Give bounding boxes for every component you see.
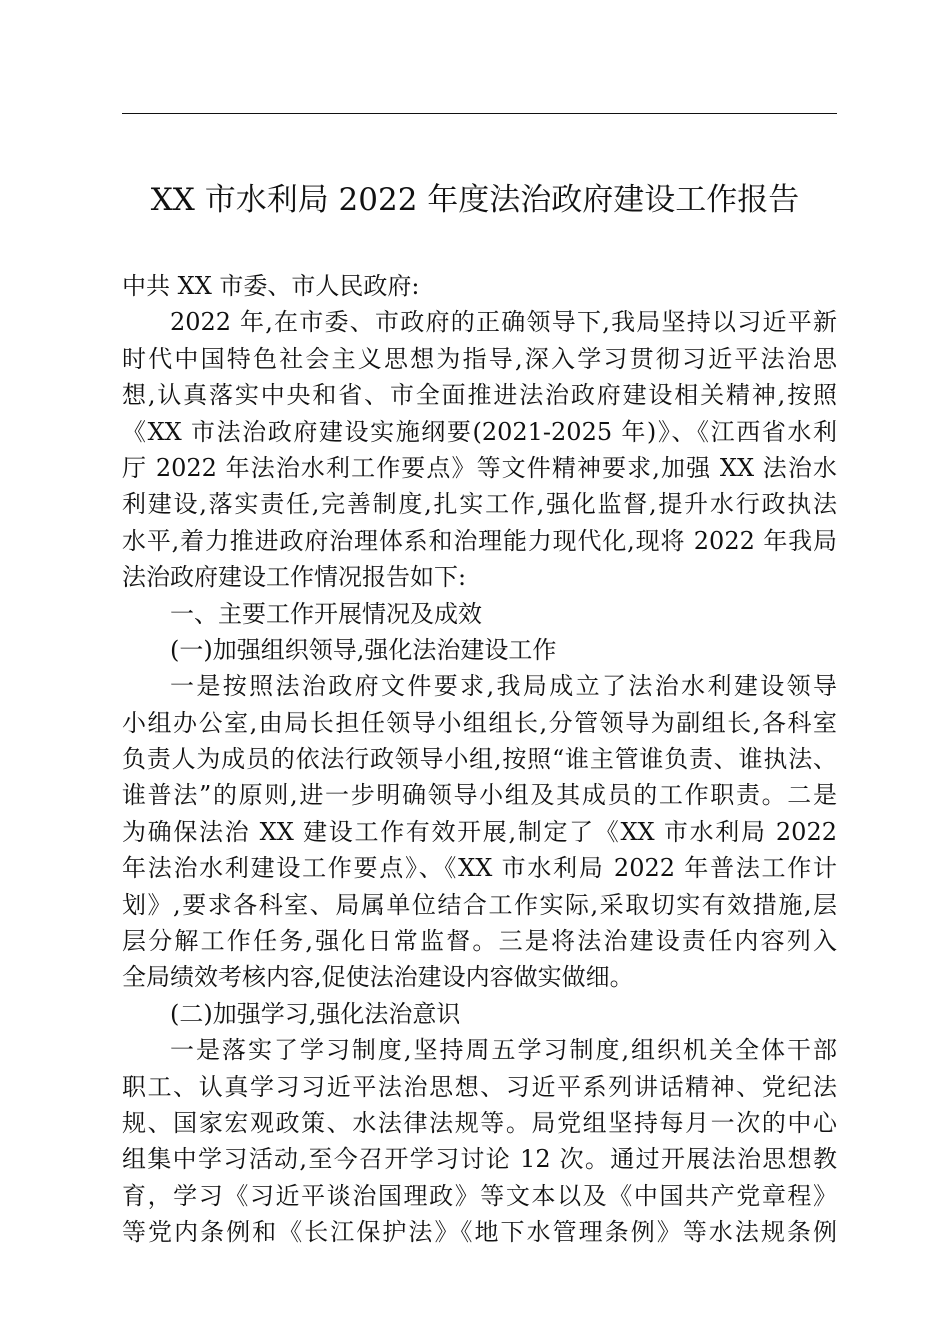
paragraph-line: 一是落实了学习制度,坚持周五学习制度,组织机关全体干部 <box>170 1036 837 1065</box>
paragraph-line: 想,认真落实中央和省、市全面推进法治政府建设相关精神,按照 <box>122 381 837 410</box>
paragraph-line: 利建设,落实责任,完善制度,扎实工作,强化监督,提升水行政执法 <box>122 490 837 519</box>
paragraph-line: 2022 年,在市委、市政府的正确领导下,我局坚持以习近平新 <box>170 308 837 337</box>
paragraph-line: 《XX 市法治政府建设实施纲要(2021-2025 年)》、《江西省水利 <box>122 417 837 446</box>
paragraph-line: 组集中学习活动,至今召开学习讨论 12 次。通过开展法治思想教 <box>122 1145 837 1174</box>
paragraph-line: 厅 2022 年法治水利工作要点》等文件精神要求,加强 XX 法治水 <box>122 453 837 482</box>
paragraph-line: 负责人为成员的依法行政领导小组,按照“谁主管谁负责、谁执法、 <box>122 745 837 774</box>
subsection-heading: (二)加强学习,强化法治意识 <box>170 999 461 1028</box>
paragraph-line: 小组办公室,由局长担任领导小组组长,分管领导为副组长,各科室 <box>122 708 837 737</box>
section-heading: 一、主要工作开展情况及成效 <box>170 599 482 628</box>
document-title: XX 市水利局 2022 年度法治政府建设工作报告 <box>150 182 800 218</box>
paragraph-line: 职工、认真学习习近平法治思想、习近平系列讲话精神、党纪法 <box>122 1072 837 1101</box>
paragraph-line: 层分解工作任务,强化日常监督。三是将法治建设责任内容列入 <box>122 927 837 956</box>
paragraph-line: 法治政府建设工作情况报告如下: <box>122 563 467 592</box>
subsection-heading: (一)加强组织领导,强化法治建设工作 <box>170 635 557 664</box>
paragraph-line: 为确保法治 XX 建设工作有效开展,制定了《XX 市水利局 2022 <box>122 817 837 846</box>
salutation: 中共 XX 市委、市人民政府: <box>122 272 420 300</box>
paragraph-line: 水平,着力推进政府治理体系和治理能力现代化,现将 2022 年我局 <box>122 526 837 555</box>
paragraph-line: 谁普法”的原则,进一步明确领导小组及其成员的工作职责。二是 <box>122 781 837 810</box>
paragraph-line: 时代中国特色社会主义思想为指导,深入学习贯彻习近平法治思 <box>122 344 837 373</box>
paragraph-line: 等党内条例和《长江保护法》《地下水管理条例》等水法规条例 <box>122 1218 837 1247</box>
paragraph-line: 划》,要求各科室、局属单位结合工作实际,采取切实有效措施,层 <box>122 890 837 919</box>
paragraph-line: 育，学习《习近平谈治国理政》等文本以及《中国共产党章程》 <box>122 1181 837 1210</box>
paragraph-line: 全局绩效考核内容,促使法治建设内容做实做细。 <box>122 963 634 992</box>
header-rule <box>122 113 837 114</box>
paragraph-line: 一是按照法治政府文件要求,我局成立了法治水利建设领导 <box>170 672 837 701</box>
paragraph-line: 年法治水利建设工作要点》、《XX 市水利局 2022 年普法工作计 <box>122 854 837 883</box>
document-body <box>122 268 837 1251</box>
paragraph-line: 规、国家宏观政策、水法律法规等。局党组坚持每月一次的中心 <box>122 1108 837 1137</box>
